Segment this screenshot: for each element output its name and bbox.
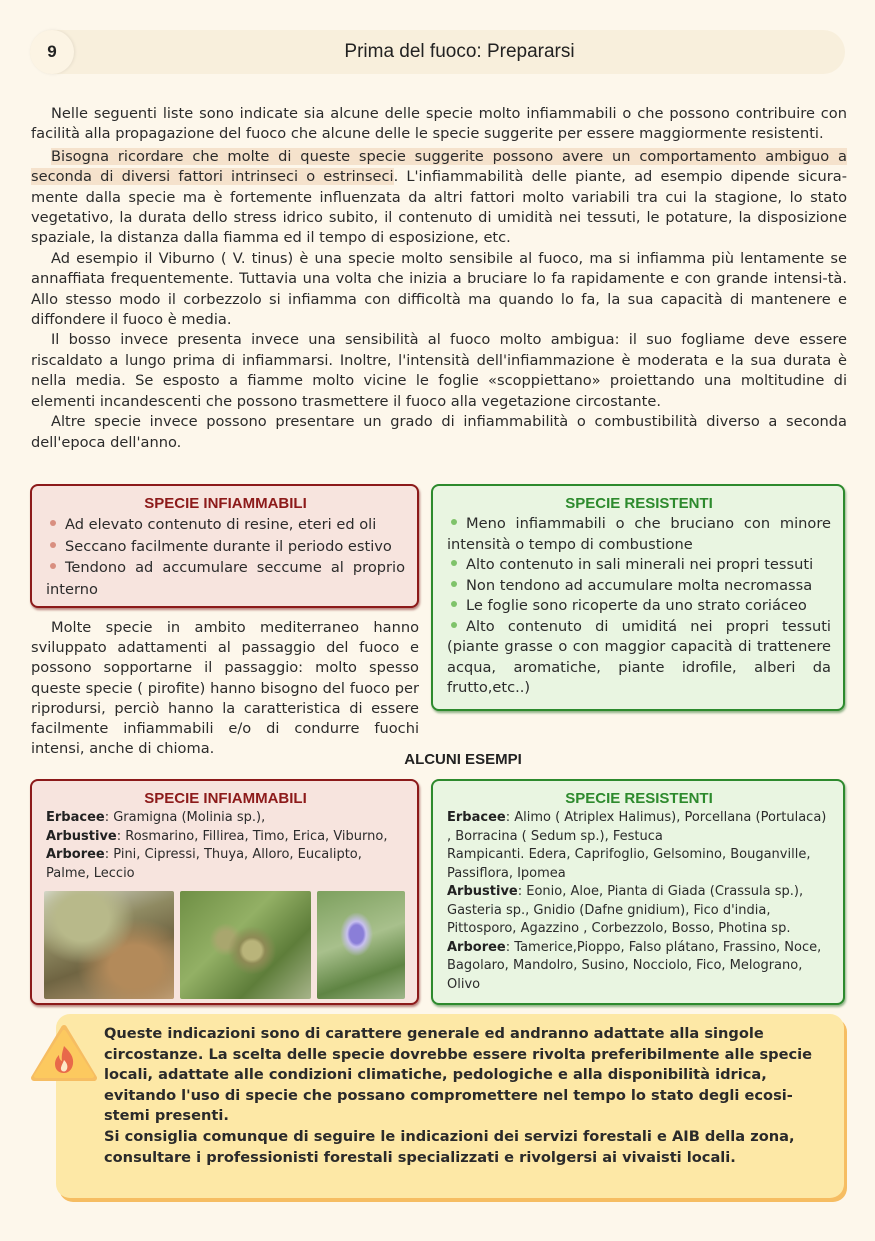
intro-paragraph — [31, 147, 847, 249]
page-header — [30, 30, 845, 74]
bullet-icon — [451, 601, 457, 607]
intro-paragraph: Nelle seguenti liste sono indicate sia alcune delle specie molto infiammabili o che possono contribuire con facilità alla propagazione del fuoco che alcune delle le specie suggerite per essere maggiormente resistenti. — [31, 105, 847, 143]
rosemary-photo — [317, 891, 405, 999]
example-row: Rampicanti. Edera, Caprifoglio, Gelsomino, Bouganville, Passiflora, Ipomea — [447, 847, 811, 881]
resistant-traits-box — [431, 484, 845, 711]
resistant-examples-box — [431, 779, 845, 1005]
notice-paragraph: Si consiglia comunque di seguire le indicazioni dei servizi forestali e AIB della zona, consultare i professionisti forestali specializzati e rivolgersi ai vivaisti locali. — [104, 1127, 795, 1166]
bullet-icon — [451, 519, 457, 525]
examples-list — [46, 809, 405, 883]
page-title: Prima del fuoco: Prepararsi — [344, 41, 575, 62]
list-item: Alto contenuto di umiditá nei propri tessuti (piante grasse o con maggior capacità di trattenere acqua, aromatiche, piante idrofile, alberi da frutto,etc..) — [447, 617, 831, 696]
examples-heading: ALCUNI ESEMPI — [404, 751, 522, 768]
example-row: Arbustive: Rosmarino, Fillirea, Timo, Erica, Viburno, — [46, 828, 388, 844]
bullet-icon — [451, 622, 457, 628]
box-title: SPECIE RESISTENTI — [565, 495, 713, 512]
intro-paragraph: Il bosso invece presenta invece una sensibilità al fuoco molto ambigua: il suo fogliame deve essere riscaldato a lungo prima di infiammarsi. Inoltre, l'intensità dell'infiammazione è moderata e la sua durata è nella media. Se esposto a fiamme molto vicine le foglie «scoppiettano» proiettando una moltitudine di elementi incandescenti che possono trasmettere il fuoco alla vegetazione circostante. — [31, 331, 847, 410]
example-row: Arbustive: Eonio, Aloe, Pianta di Giada (Crassula sp.), Gasteria sp., Gnidio (Dafne gnidium), Fico d'india, Pittosporo, Agazzino , Corbezzolo, Bosso, Photina sp. — [447, 884, 804, 936]
example-row: Erbacee: Gramigna (Molinia sp.), — [46, 810, 266, 825]
intro-text — [31, 104, 847, 453]
list-item: Non tendono ad accumulare molta necromassa — [447, 576, 831, 597]
flammable-traits-box — [30, 484, 419, 608]
bullet-icon — [50, 563, 56, 569]
paragraph-continuation: . L'infiammabilità delle piante, ad esempio dipende sicura-mente dalla specie ma è fortemente influenzata da altri fattori molto variabili tra cui la stagione, lo stato vegetativo, la durata dello stress idrico subito, il contenuto di umidità nei tessuti, le potature, la disposizione spaziale, la distanza dalla fiamma ed il tempo di esposizione, etc. — [31, 168, 848, 247]
example-row: Erbacee: Alimo ( Atriplex Halimus), Porcellana (Portulaca) , Borracina ( Sedum sp.), Festuca — [447, 810, 827, 844]
bullet-icon — [451, 560, 457, 566]
bullet-list — [46, 514, 405, 600]
box-title: SPECIE INFIAMMABILI — [144, 790, 307, 807]
example-row: Arboree: Tamerice,Pioppo, Falso plátano, Frassino, Noce, Bagolaro, Mandolro, Susino, Nocciolo, Fico, Melograno, Olivo — [447, 939, 822, 992]
bullet-list — [447, 514, 831, 699]
list-item: Tendono ad accumulare seccume al proprio interno — [46, 559, 405, 598]
list-item: Seccano facilmente durante il periodo estivo — [46, 536, 405, 558]
palm-photo — [44, 891, 174, 999]
advisory-notice — [56, 1014, 844, 1198]
fire-warning-icon — [30, 1024, 98, 1082]
list-item: Alto contenuto in sali minerali nei propri tessuti — [447, 555, 831, 576]
list-item: Meno infiammabili o che bruciano con minore intensità o tempo di combustione — [447, 515, 831, 553]
bullet-icon — [451, 581, 457, 587]
highlighted-text: Bisogna ricordare che molte di queste specie suggerite possono avere un comportamento ambiguo a seconda di diversi fattori intrinseci o estrinseci — [31, 147, 847, 186]
page-number: 9 — [30, 30, 74, 74]
bullet-icon — [50, 520, 56, 526]
flammable-examples-box — [30, 779, 419, 1005]
cypress-photo — [180, 891, 311, 999]
box-title: SPECIE RESISTENTI — [565, 790, 713, 807]
box-title: SPECIE INFIAMMABILI — [144, 495, 307, 512]
bullet-icon — [50, 542, 56, 548]
intro-paragraph: Altre specie invece possono presentare un grado di infiammabilità o combustibilità diverso a seconda dell'epoca dell'anno. — [31, 413, 847, 451]
photo-strip — [44, 891, 405, 999]
intro-paragraph: Ad esempio il Viburno ( V. tinus) è una specie molto sensibile al fuoco, ma si infiamma più lentamente se annaffiata frequentemente. Tuttavia una volta che inizia a bruciare lo fa rapidamente e con grande intensi-tà. Allo stesso modo il corbezzolo si infiamma con difficoltà ma quando lo fa, la sua capacità di mantenere e diffondere il fuoco è media. — [31, 249, 847, 329]
list-item: Le foglie sono ricoperte da uno strato coriáceo — [447, 596, 831, 617]
list-item: Ad elevato contenuto di resine, eteri ed oli — [46, 514, 405, 536]
pyrophyte-paragraph: Molte specie in ambito mediterraneo hanno sviluppato adattamenti al passaggio del fuoco e possono sopportarne il passaggio: molto spesso queste specie ( pirofite) hanno bisogno del fuoco per riprodursi, perciò hanno la caratteristica di essere facilmente infiammabili e/o di condurre fuochi intensi, anche di chioma. — [31, 619, 419, 758]
notice-paragraph: Queste indicazioni sono di carattere generale ed andranno adattate alla singole circostanze. La scelta delle specie dovrebbe essere rivolta preferibilmente alle specie locali, adattate alle condizioni climatiche, pedologiche e alla disponibilità idrica, evitando l'uso di specie che possano compromettere nel tempo lo stato degli ecosi-stemi presenti. — [104, 1025, 813, 1125]
examples-list — [447, 809, 831, 994]
example-row: Arboree: Pini, Cipressi, Thuya, Alloro, Eucalipto, Palme, Leccio — [46, 847, 362, 881]
